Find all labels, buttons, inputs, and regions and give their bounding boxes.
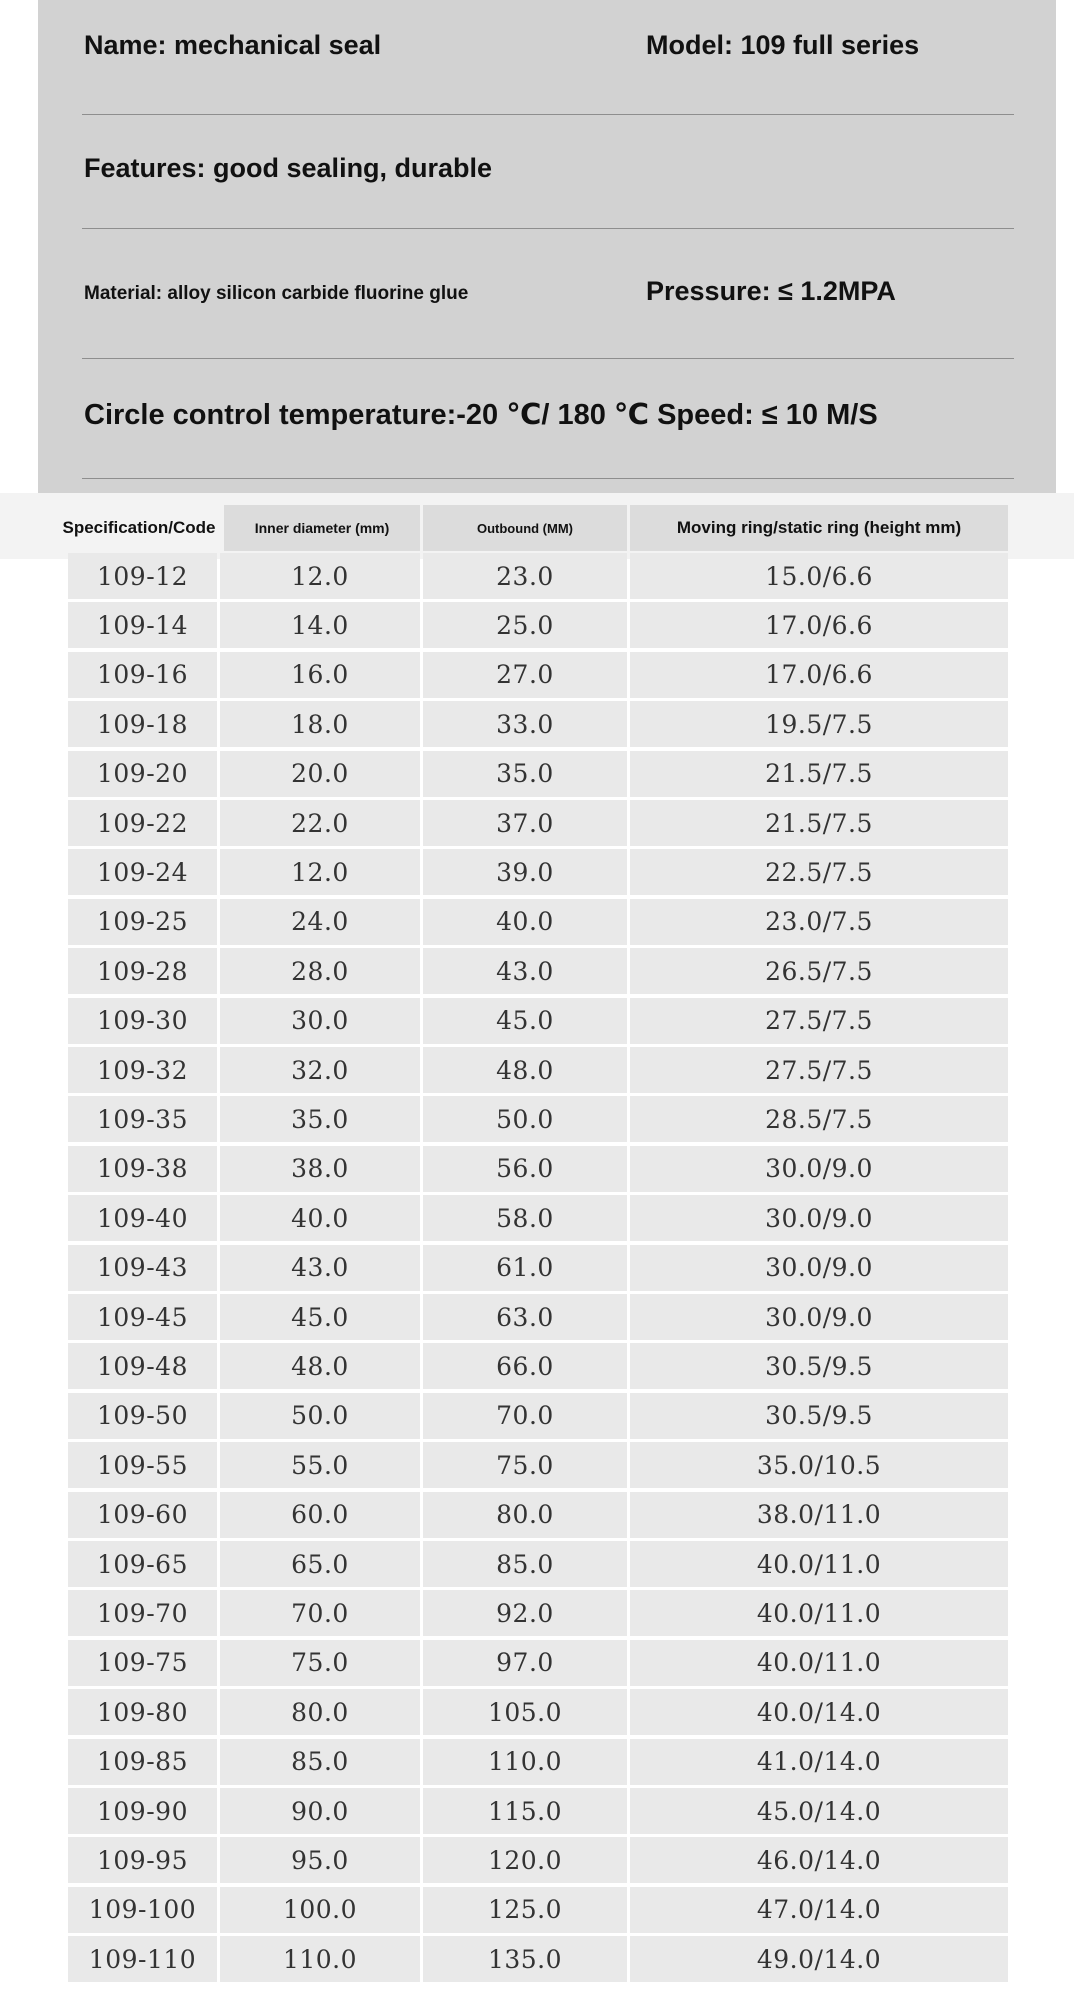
cell-inner-diameter: 75.0 (220, 1640, 420, 1686)
table-row (68, 1640, 1008, 1689)
cell-code: 109-38 (68, 1146, 217, 1192)
table-row (68, 1541, 1008, 1590)
cell-ring-height: 40.0/11.0 (630, 1590, 1008, 1636)
cell-outbound: 61.0 (423, 1245, 627, 1291)
cell-code: 109-70 (68, 1590, 217, 1636)
spec-features: Features: good sealing, durable (84, 153, 493, 183)
cell-code: 109-14 (68, 602, 217, 648)
cell-outbound: 45.0 (423, 998, 627, 1044)
cell-inner-diameter: 22.0 (220, 800, 420, 846)
table-row (68, 553, 1008, 602)
cell-outbound: 97.0 (423, 1640, 627, 1686)
cell-inner-diameter: 18.0 (220, 701, 420, 747)
cell-ring-height: 19.5/7.5 (630, 701, 1008, 747)
divider (82, 114, 1014, 115)
table-row (68, 1245, 1008, 1294)
divider (82, 228, 1014, 229)
cell-inner-diameter: 85.0 (220, 1739, 420, 1785)
cell-ring-height: 30.0/9.0 (630, 1294, 1008, 1340)
spec-panel (38, 0, 1056, 493)
table-row (68, 1047, 1008, 1096)
table-row (68, 1343, 1008, 1392)
cell-outbound: 40.0 (423, 899, 627, 945)
cell-ring-height: 15.0/6.6 (630, 553, 1008, 599)
table-row (68, 849, 1008, 898)
table-row (68, 1146, 1008, 1195)
cell-ring-height: 49.0/14.0 (630, 1936, 1008, 1982)
table-row (68, 1393, 1008, 1442)
cell-code: 109-95 (68, 1837, 217, 1883)
cell-outbound: 70.0 (423, 1393, 627, 1439)
header-specification: Specification/Code (62, 518, 216, 537)
cell-ring-height: 30.5/9.5 (630, 1343, 1008, 1389)
cell-code: 109-22 (68, 800, 217, 846)
cell-outbound: 43.0 (423, 948, 627, 994)
cell-outbound: 25.0 (423, 602, 627, 648)
table-row (68, 1936, 1008, 1985)
cell-inner-diameter: 50.0 (220, 1393, 420, 1439)
cell-inner-diameter: 43.0 (220, 1245, 420, 1291)
cell-outbound: 120.0 (423, 1837, 627, 1883)
cell-outbound: 39.0 (423, 849, 627, 895)
cell-ring-height: 21.5/7.5 (630, 800, 1008, 846)
cell-outbound: 110.0 (423, 1739, 627, 1785)
cell-inner-diameter: 48.0 (220, 1343, 420, 1389)
cell-code: 109-25 (68, 899, 217, 945)
cell-inner-diameter: 40.0 (220, 1195, 420, 1241)
cell-code: 109-12 (68, 553, 217, 599)
cell-outbound: 48.0 (423, 1047, 627, 1093)
cell-inner-diameter: 16.0 (220, 652, 420, 698)
cell-inner-diameter: 110.0 (220, 1936, 420, 1982)
header-inner-diameter: Inner diameter (mm) (224, 505, 420, 551)
cell-inner-diameter: 70.0 (220, 1590, 420, 1636)
cell-outbound: 75.0 (423, 1442, 627, 1488)
cell-code: 109-18 (68, 701, 217, 747)
cell-outbound: 56.0 (423, 1146, 627, 1192)
cell-ring-height: 17.0/6.6 (630, 652, 1008, 698)
cell-code: 109-24 (68, 849, 217, 895)
cell-outbound: 27.0 (423, 652, 627, 698)
cell-ring-height: 17.0/6.6 (630, 602, 1008, 648)
cell-code: 109-20 (68, 751, 217, 797)
cell-inner-diameter: 12.0 (220, 849, 420, 895)
cell-inner-diameter: 35.0 (220, 1096, 420, 1142)
table-row (68, 1096, 1008, 1145)
cell-code: 109-90 (68, 1788, 217, 1834)
table-row (68, 1689, 1008, 1738)
cell-inner-diameter: 100.0 (220, 1887, 420, 1933)
table-row (68, 652, 1008, 701)
cell-ring-height: 40.0/11.0 (630, 1541, 1008, 1587)
cell-code: 109-43 (68, 1245, 217, 1291)
cell-code: 109-75 (68, 1640, 217, 1686)
cell-ring-height: 27.5/7.5 (630, 1047, 1008, 1093)
cell-code: 109-110 (68, 1936, 217, 1982)
table-row (68, 1887, 1008, 1936)
table-row (68, 1442, 1008, 1491)
table-row (68, 1788, 1008, 1837)
table-row (68, 800, 1008, 849)
table-row (68, 1294, 1008, 1343)
spec-name: Name: mechanical seal (84, 30, 382, 60)
spec-pressure: Pressure: ≤ 1.2MPA (646, 276, 896, 306)
cell-outbound: 85.0 (423, 1541, 627, 1587)
cell-ring-height: 23.0/7.5 (630, 899, 1008, 945)
table-row (68, 998, 1008, 1047)
cell-outbound: 92.0 (423, 1590, 627, 1636)
cell-inner-diameter: 90.0 (220, 1788, 420, 1834)
cell-outbound: 105.0 (423, 1689, 627, 1735)
cell-ring-height: 21.5/7.5 (630, 751, 1008, 797)
cell-outbound: 37.0 (423, 800, 627, 846)
cell-inner-diameter: 38.0 (220, 1146, 420, 1192)
cell-inner-diameter: 20.0 (220, 751, 420, 797)
cell-ring-height: 30.5/9.5 (630, 1393, 1008, 1439)
divider (82, 358, 1014, 359)
cell-outbound: 66.0 (423, 1343, 627, 1389)
cell-ring-height: 28.5/7.5 (630, 1096, 1008, 1142)
cell-inner-diameter: 45.0 (220, 1294, 420, 1340)
cell-inner-diameter: 80.0 (220, 1689, 420, 1735)
cell-ring-height: 41.0/14.0 (630, 1739, 1008, 1785)
cell-ring-height: 38.0/11.0 (630, 1492, 1008, 1538)
cell-code: 109-32 (68, 1047, 217, 1093)
cell-outbound: 23.0 (423, 553, 627, 599)
cell-outbound: 50.0 (423, 1096, 627, 1142)
cell-outbound: 125.0 (423, 1887, 627, 1933)
cell-outbound: 115.0 (423, 1788, 627, 1834)
cell-ring-height: 40.0/14.0 (630, 1689, 1008, 1735)
cell-inner-diameter: 60.0 (220, 1492, 420, 1538)
cell-inner-diameter: 14.0 (220, 602, 420, 648)
cell-code: 109-28 (68, 948, 217, 994)
table-row (68, 602, 1008, 651)
cell-code: 109-100 (68, 1887, 217, 1933)
cell-outbound: 33.0 (423, 701, 627, 747)
table-row (68, 701, 1008, 750)
cell-code: 109-65 (68, 1541, 217, 1587)
cell-ring-height: 40.0/11.0 (630, 1640, 1008, 1686)
cell-ring-height: 30.0/9.0 (630, 1195, 1008, 1241)
header-outbound: Outbound (MM) (423, 505, 627, 551)
cell-outbound: 35.0 (423, 751, 627, 797)
cell-inner-diameter: 28.0 (220, 948, 420, 994)
spec-material: Material: alloy silicon carbide fluorine glue (84, 283, 469, 304)
cell-code: 109-35 (68, 1096, 217, 1142)
cell-code: 109-50 (68, 1393, 217, 1439)
cell-inner-diameter: 24.0 (220, 899, 420, 945)
cell-ring-height: 45.0/14.0 (630, 1788, 1008, 1834)
cell-inner-diameter: 55.0 (220, 1442, 420, 1488)
cell-code: 109-30 (68, 998, 217, 1044)
table-row (68, 948, 1008, 997)
cell-code: 109-80 (68, 1689, 217, 1735)
cell-outbound: 58.0 (423, 1195, 627, 1241)
cell-ring-height: 26.5/7.5 (630, 948, 1008, 994)
cell-ring-height: 22.5/7.5 (630, 849, 1008, 895)
spec-temperature-speed: Circle control temperature:-20 ℃/ 180 ℃ Speed: ≤ 10 M/S (84, 399, 878, 431)
table-row (68, 1492, 1008, 1541)
table-row (68, 1590, 1008, 1639)
cell-inner-diameter: 32.0 (220, 1047, 420, 1093)
table-row (68, 1739, 1008, 1788)
table-row (68, 751, 1008, 800)
cell-code: 109-60 (68, 1492, 217, 1538)
divider (82, 478, 1014, 479)
cell-code: 109-55 (68, 1442, 217, 1488)
cell-code: 109-16 (68, 652, 217, 698)
cell-inner-diameter: 12.0 (220, 553, 420, 599)
cell-ring-height: 27.5/7.5 (630, 998, 1008, 1044)
header-ring-height: Moving ring/static ring (height mm) (630, 505, 1008, 551)
cell-ring-height: 47.0/14.0 (630, 1887, 1008, 1933)
cell-code: 109-48 (68, 1343, 217, 1389)
cell-inner-diameter: 30.0 (220, 998, 420, 1044)
cell-inner-diameter: 65.0 (220, 1541, 420, 1587)
cell-ring-height: 30.0/9.0 (630, 1146, 1008, 1192)
cell-ring-height: 35.0/10.5 (630, 1442, 1008, 1488)
cell-ring-height: 30.0/9.0 (630, 1245, 1008, 1291)
cell-outbound: 80.0 (423, 1492, 627, 1538)
table-row (68, 1195, 1008, 1244)
table-row (68, 1837, 1008, 1886)
cell-code: 109-45 (68, 1294, 217, 1340)
cell-code: 109-85 (68, 1739, 217, 1785)
cell-inner-diameter: 95.0 (220, 1837, 420, 1883)
cell-ring-height: 46.0/14.0 (630, 1837, 1008, 1883)
cell-code: 109-40 (68, 1195, 217, 1241)
cell-outbound: 63.0 (423, 1294, 627, 1340)
cell-outbound: 135.0 (423, 1936, 627, 1982)
spec-model: Model: 109 full series (646, 30, 920, 60)
table-row (68, 899, 1008, 948)
